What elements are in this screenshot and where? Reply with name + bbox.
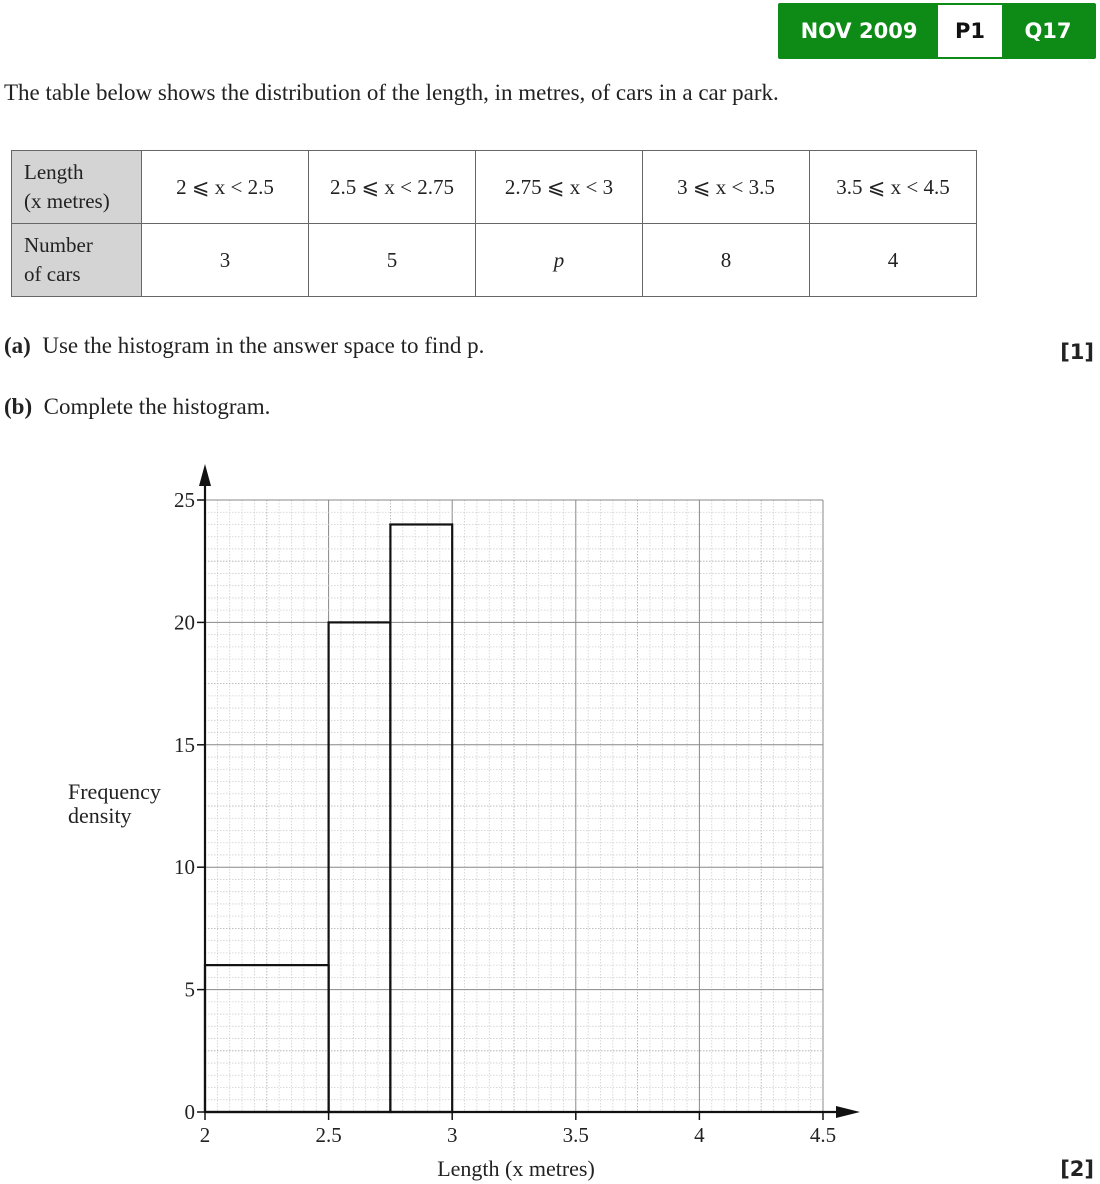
y-tick-label: 15 xyxy=(174,732,195,757)
y-axis-label-line2: density xyxy=(68,803,132,828)
count-cell: 8 xyxy=(643,224,810,297)
count-cell: 5 xyxy=(309,224,476,297)
x-axis-arrow xyxy=(836,1106,860,1118)
count-row xyxy=(12,224,977,297)
interval-cell: 3.5 ⩽ x < 4.5 xyxy=(810,151,977,224)
count-label-line1: Number xyxy=(24,233,93,257)
x-tick-label: 4 xyxy=(694,1123,705,1147)
part-a-text: Use the histogram in the answer space to find p. xyxy=(42,333,485,358)
count-cell: 4 xyxy=(810,224,977,297)
part-b xyxy=(4,394,270,420)
interval-cell: 3 ⩽ x < 3.5 xyxy=(643,151,810,224)
y-tick-label: 25 xyxy=(174,488,195,512)
part-a-marks: [1] xyxy=(1060,340,1094,364)
x-tick-label: 2 xyxy=(199,1123,211,1147)
interval-cell: 2.5 ⩽ x < 2.75 xyxy=(309,151,476,224)
question-badge xyxy=(778,3,1096,59)
y-axis-label-line1: Frequency xyxy=(68,779,161,804)
grid xyxy=(205,500,823,1112)
interval-cell: 2.75 ⩽ x < 3 xyxy=(476,151,643,224)
y-axis-arrow xyxy=(199,464,211,486)
part-a-label: (a) xyxy=(4,333,31,358)
y-tick-label: 20 xyxy=(174,610,195,635)
length-unit-label: (x metres) xyxy=(24,189,110,213)
interval-cell: 2 ⩽ x < 2.5 xyxy=(142,151,309,224)
length-row-header xyxy=(12,151,142,224)
x-tick-label: 4.5 xyxy=(809,1123,837,1147)
y-tick-label: 10 xyxy=(174,855,195,880)
distribution-table xyxy=(11,150,977,297)
paper-number: P1 xyxy=(938,5,1002,57)
count-cell: 3 xyxy=(142,224,309,297)
intro-text: The table below shows the distribution of the length, in metres, of cars in a car park. xyxy=(4,80,779,105)
part-b-marks: [2] xyxy=(1060,1157,1094,1181)
count-label-line2: of cars xyxy=(24,262,81,286)
x-tick-label: 3.5 xyxy=(562,1123,589,1147)
length-row xyxy=(12,151,977,224)
question-number: Q17 xyxy=(1002,5,1094,57)
y-tick-label: 5 xyxy=(184,977,195,1002)
axes xyxy=(174,464,860,1147)
part-a xyxy=(4,333,484,359)
histogram[interactable] xyxy=(0,450,1100,1184)
axis-labels xyxy=(68,779,595,1181)
x-tick-label: 2.5 xyxy=(315,1123,342,1147)
part-b-label: (b) xyxy=(4,394,33,419)
x-axis-label: Length (x metres) xyxy=(437,1156,595,1181)
exam-date: NOV 2009 xyxy=(780,5,938,57)
count-row-header xyxy=(12,224,142,297)
y-tick-label: 0 xyxy=(184,1100,195,1124)
count-cell: p xyxy=(476,224,643,297)
x-tick-label: 3 xyxy=(446,1123,458,1147)
length-label: Length xyxy=(24,160,84,184)
part-b-text: Complete the histogram. xyxy=(43,394,271,419)
